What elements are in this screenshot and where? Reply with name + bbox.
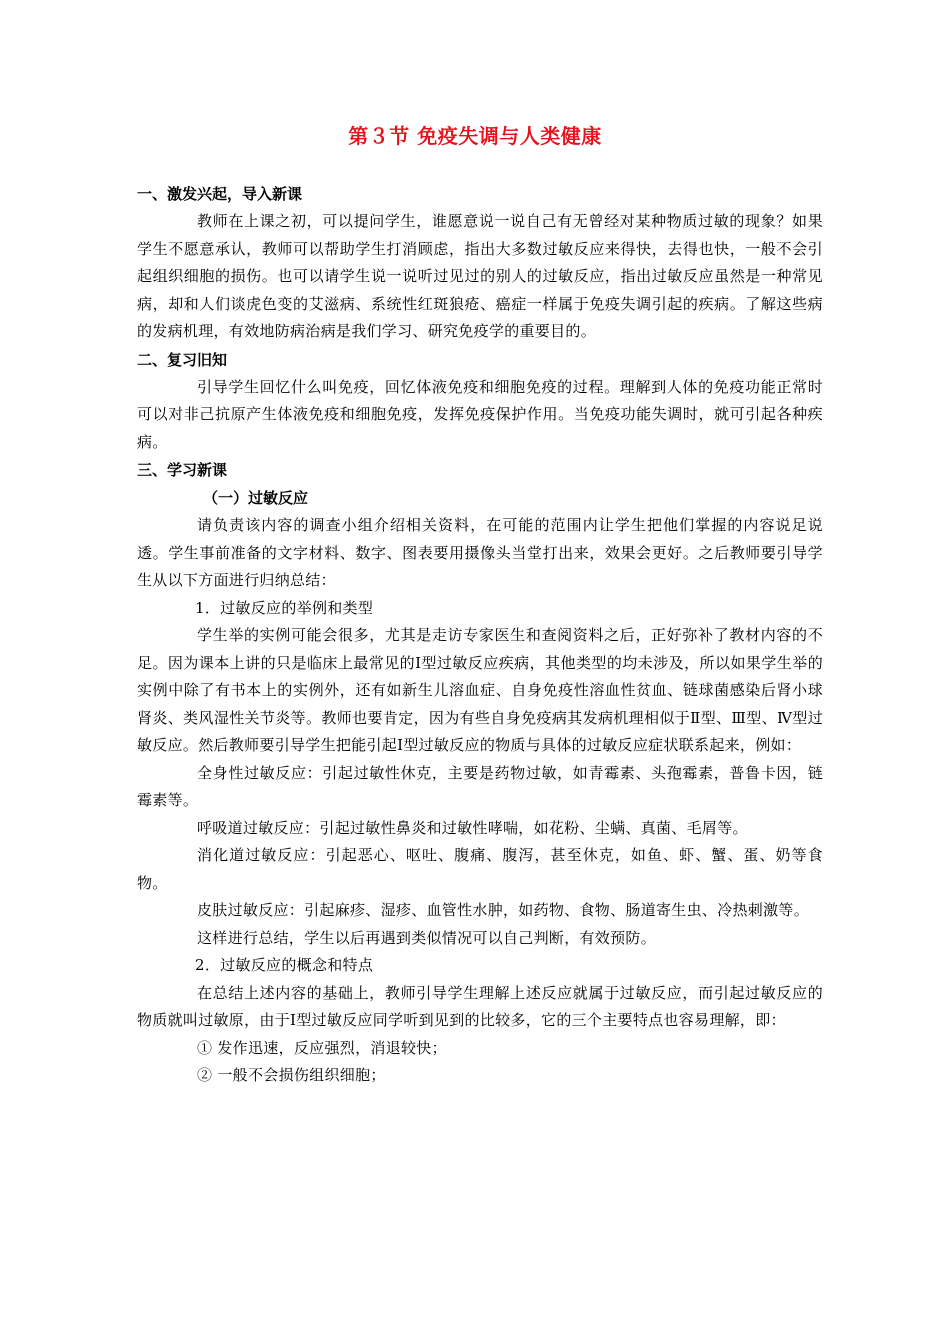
paragraph: 消化道过敏反应：引起恶心、呕吐、腹痛、腹泻，甚至休克，如鱼、虾、蟹、蛋、奶等食物。	[137, 846, 823, 892]
paragraph: 学生举的实例可能会很多，尤其是走访专家医生和查阅资料之后，正好弥补了教材内容的不足。因为课本上讲的只是临床上最常见的Ⅰ型过敏反应疾病，其他类型的均未涉及，所以如果学生举的实例中除了有书本上的实例外，还有如新生儿溶血症、自身免疫性溶血性贫血、链球菌感染后肾小球肾炎、类风湿性关节炎等。教师也要肯定，因为有些自身免疫病其发病机理相似于Ⅱ型、Ⅲ型、Ⅳ型过敏反应。然后教师要引导学生把能引起Ⅰ型过敏反应的物质与具体的过敏反应症状联系起来，例如：	[137, 626, 823, 754]
document-body	[137, 180, 823, 1090]
paragraph: 全身性过敏反应：引起过敏性休克，主要是药物过敏，如青霉素、头孢霉素，普鲁卡因，链霉素等。	[137, 763, 823, 809]
section-heading-2: 二、复习旧知	[137, 350, 228, 369]
list-item: ② 一般不会损伤组织细胞；	[197, 1066, 386, 1084]
paragraph: 引导学生回忆什么叫免疫，回忆体液免疫和细胞免疫的过程。理解到人体的免疫功能正常时可以对非己抗原产生体液免疫和细胞免疫，发挥免疫保护作用。当免疫功能失调时，就可引起各种疾病。	[137, 377, 823, 451]
subsection-heading: （一）过敏反应	[203, 489, 309, 507]
paragraph: 呼吸道过敏反应：引起过敏性鼻炎和过敏性哮喘，如花粉、尘螨、真菌、毛屑等。	[197, 818, 748, 837]
list-item: ① 发作迅速，反应强烈，消退较快；	[197, 1038, 447, 1057]
paragraph: 请负责该内容的调查小组介绍相关资料，在可能的范围内让学生把他们掌握的内容说足说透。学生事前准备的文字材料、数字、图表要用摄像头当堂打出来，效果会更好。之后教师要引导学生从以下方面进行归纳总结：	[137, 516, 823, 589]
paragraph: 在总结上述内容的基础上，教师引导学生理解上述反应就属于过敏反应，而引起过敏反应的物质就叫过敏原，由于Ⅰ型过敏反应同学听到见到的比较多，它的三个主要特点也容易理解，即：	[137, 983, 823, 1029]
document-title: 第３节 免疫失调与人类健康	[348, 124, 602, 148]
numbered-item: 1．过敏反应的举例和类型	[195, 598, 374, 617]
section-heading-1: 一、激发兴起，导入新课	[137, 185, 303, 203]
paragraph: 皮肤过敏反应：引起麻疹、湿疹、血管性水肿，如药物、食物、肠道寄生虫、冷热刺激等。	[197, 901, 810, 919]
numbered-item: 2．过敏反应的概念和特点	[195, 956, 374, 974]
section-heading-3: 三、学习新课	[137, 461, 228, 479]
paragraph: 这样进行总结，学生以后再遇到类似情况可以自己判断，有效预防。	[197, 928, 657, 947]
paragraph: 教师在上课之初，可以提问学生，谁愿意说一说自己有无曾经对某种物质过敏的现象？如果学生不愿意承认，教师可以帮助学生打消顾虑，指出大多数过敏反应来得快，去得也快，一般不会引起组织细胞的损伤。也可以请学生说一说听过见过的别人的过敏反应，指出过敏反应虽然是一种常见病，却和人们谈虎色变的艾滋病、系统性红斑狼疮、癌症一样属于免疫失调引起的疾病。了解这些病的发病机理，有效地防病治病是我们学习、研究免疫学的重要目的。	[137, 212, 823, 340]
